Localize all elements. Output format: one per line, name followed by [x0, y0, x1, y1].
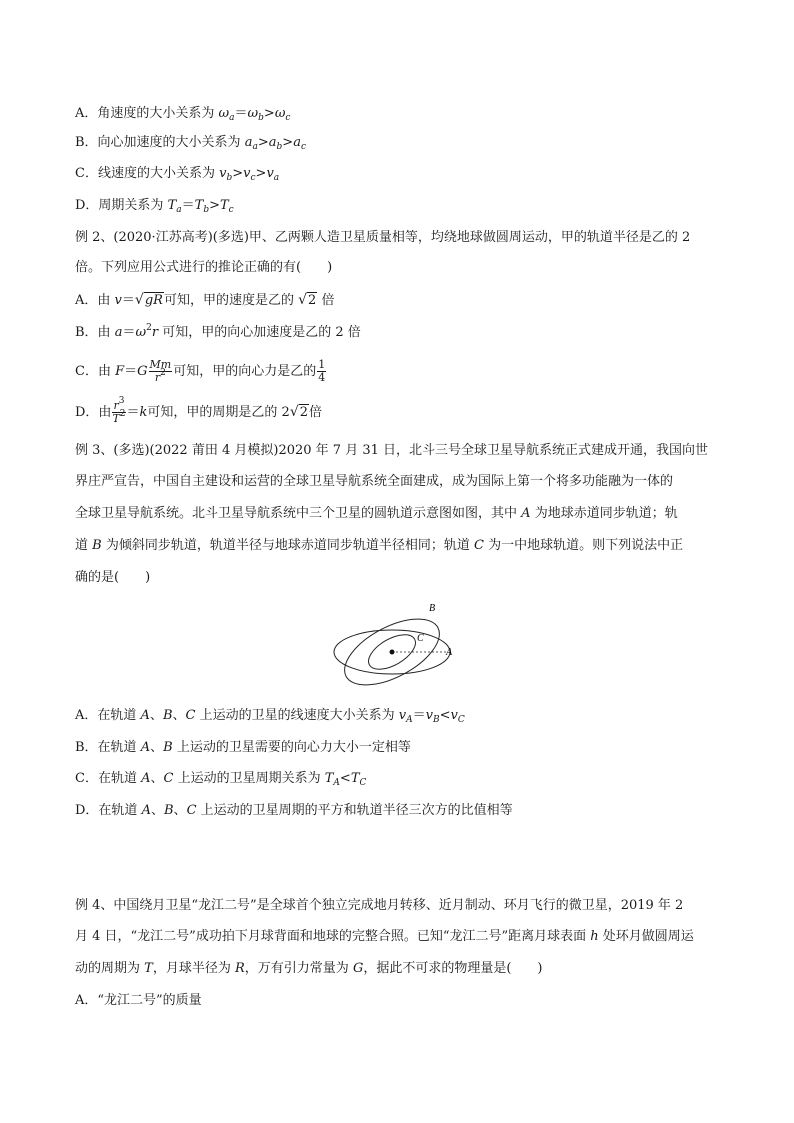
ex1-option-a: A．角速度的大小关系为 $\omega_a=\omega_b>\omega_c$	[75, 106, 291, 123]
ex4-stem-line1: 例 4、中国绕月卫星“龙江二号”是全球首个独立完成地月转移、近月制动、环月飞行的微卫星，2019 年 2	[75, 898, 684, 913]
ex3-option-b: B．在轨道 A、B 上运动的卫星需要的向心力大小一定相等	[75, 740, 411, 755]
ex4-option-a: A．“龙江二号”的质量	[75, 993, 202, 1008]
label-c: C	[417, 633, 424, 644]
ex4-stem-line2: 月 4 日，“龙江二号”成功拍下月球背面和地球的完整合照。已知“龙江二号”距离月球表面 h 处环月做圆周运	[75, 929, 694, 944]
ex3-option-d: D．在轨道 A、B、C 上运动的卫星周期的平方和轨道半径三次方的比值相等	[75, 803, 513, 818]
label-b: B	[429, 603, 436, 614]
orbit-diagram	[330, 596, 470, 686]
ex1-option-c: C．线速度的大小关系为 $v_b>v_c>v_a$	[75, 166, 280, 183]
ex2-option-a: A．由 v＝√gR可知，甲的速度是乙的 √2 倍	[75, 292, 335, 308]
ex1-option-d: D．周期关系为 $T_a=T_b>T_c$	[75, 198, 234, 215]
ex2-option-c: C．由 F＝G $\frac{Mm}{r^2}$ 可知，甲的向心力是乙的 $\frac{1}{4}$	[75, 358, 326, 384]
ex4-stem-line3: 动的周期为 T，月球半径为 R，万有引力常量为 G，据此不可求的物理量是( )	[75, 961, 543, 976]
ex2-option-b: B．由 $a=\omega^2r$ 可知，甲的向心加速度是乙的 2 倍	[75, 323, 361, 340]
ex3-stem-line5: 确的是( )	[75, 570, 151, 585]
ex1-option-b: B．向心加速度的大小关系为 $a_a>a_b>a_c$	[75, 135, 306, 152]
ex2-option-d: D．由 $\frac{r^3}{T^2}$ ＝k可知，甲的周期是乙的 2√2倍	[75, 396, 323, 425]
ex2-stem-line1: 例 2、(2020·江苏高考)(多选)甲、乙两颗人造卫星质量相等，均绕地球做圆周运动，甲的轨道半径是乙的 2	[75, 230, 691, 245]
earth-dot	[390, 650, 395, 655]
label-a: A	[446, 647, 453, 658]
ex3-stem-line4: 道 B 为倾斜同步轨道，轨道半径与地球赤道同步轨道半径相同；轨道 C 为一中地球轨道。则下列说法中正	[75, 538, 684, 553]
ex2-stem-line2: 倍。下列应用公式进行的推论正确的有( )	[75, 260, 333, 275]
ex3-option-c: C．在轨道 A、C 上运动的卫星周期关系为 $T_A<T_C$	[75, 771, 367, 788]
ex3-stem-line3: 全球卫星导航系统。北斗卫星导航系统中三个卫星的圆轨道示意图如图，其中 A 为地球赤道同步轨道；轨	[75, 506, 678, 521]
ex3-stem-line2: 界庄严宣告，中国自主建设和运营的全球卫星导航系统全面建成，成为国际上第一个将多功能融为一体的	[75, 474, 674, 489]
ex3-option-a: A．在轨道 A、B、C 上运动的卫星的线速度大小关系为 $v_A=v_B<v_C$	[75, 708, 465, 725]
ex3-stem-line1: 例 3、(多选)(2022 莆田 4 月模拟)2020 年 7 月 31 日，北斗三号全球卫星导航系统正式建成开通，我国向世	[75, 443, 709, 458]
